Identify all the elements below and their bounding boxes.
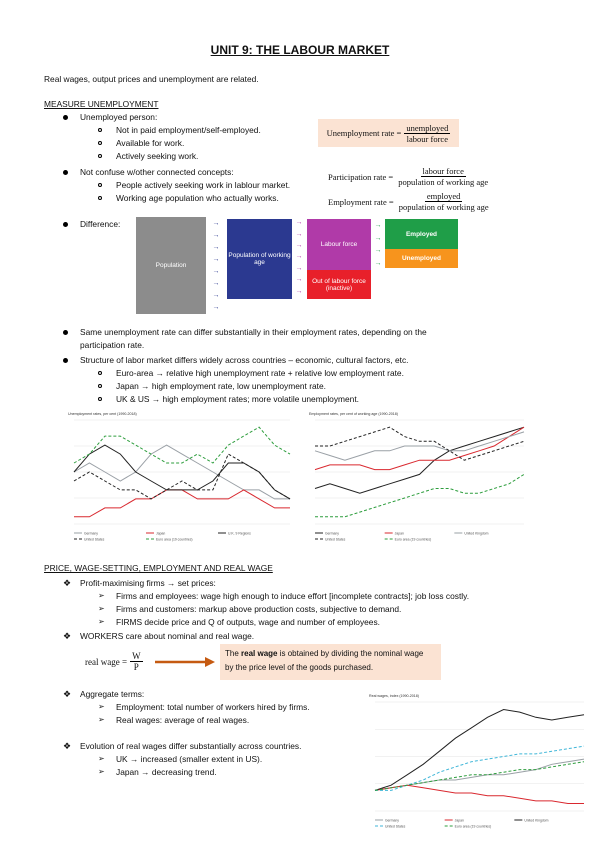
bullet-text: Structure of labor market differs widely across countries – economic, cultural factors, etc.	[80, 355, 409, 365]
labour-market-diagram	[133, 214, 460, 317]
legend-label: United States	[84, 537, 105, 542]
legend-label: Japan	[454, 818, 464, 823]
diamond-bullet-icon: ❖	[63, 578, 72, 588]
legend-label: United States	[385, 824, 406, 829]
sub-bullet-text: Available for work.	[116, 138, 185, 148]
formula-fraction	[397, 191, 491, 212]
arrow-right-icon: →	[295, 287, 303, 295]
sub-bullet	[116, 192, 279, 205]
arrow-right-icon: →	[374, 247, 382, 255]
bullet-text: Profit-maximising firms → set prices:	[80, 578, 216, 588]
sub-bullet-text: People actively seeking work in lablour market.	[116, 180, 291, 190]
bullet-text: Unemployed person:	[80, 112, 158, 122]
legend-label: Japan	[394, 531, 404, 536]
sub-bullet	[116, 380, 326, 393]
legend-label: United Kingdom	[464, 531, 489, 536]
sub-bullet	[116, 124, 261, 137]
arrow-right-icon: →	[374, 260, 382, 268]
sub-bullet-text: Working age population who actually works.	[116, 193, 279, 203]
section-heading-unemployment: MEASURE UNEMPLOYMENT	[44, 99, 159, 109]
sub-bullet	[116, 179, 290, 192]
sub-bullet-text: Not in paid employment/self-employed.	[116, 125, 261, 135]
circle-bullet-icon	[98, 397, 102, 401]
arrows-population	[206, 217, 226, 314]
legend-label: Germany	[385, 818, 399, 823]
diamond-bullet-aggregate	[63, 688, 145, 701]
bullet-icon	[63, 358, 68, 363]
arrow-right-icon: →	[212, 292, 220, 300]
sub-bullet	[116, 137, 184, 150]
series-line	[375, 785, 584, 803]
arrow-right-icon: →	[374, 221, 382, 229]
diamond-bullet-icon: ❖	[63, 741, 72, 751]
arrow-right-icon: →	[295, 253, 303, 261]
bullet-icon	[63, 330, 68, 335]
bullet-icon	[63, 115, 68, 120]
formula-denominator: labour force	[406, 133, 448, 144]
arrow-bullet	[98, 753, 263, 766]
arrow-bullet-icon: ➢	[98, 702, 105, 711]
bullet-icon	[63, 170, 68, 175]
arrow-bullet-text: Firms and employees: wage high enough to induce effort [incomplete contracts]; job loss costly.	[116, 591, 470, 601]
arrow-bullet-text: Real wages: average of real wages.	[116, 715, 250, 725]
bullet-text: WORKERS care about nominal and real wage.	[80, 631, 255, 641]
real-wages-chart	[365, 690, 590, 835]
sub-bullet	[116, 150, 198, 163]
bullet-text: Aggregate terms:	[80, 689, 145, 699]
circle-bullet-icon	[98, 128, 102, 132]
intro-text: Real wages, output prices and unemployment are related.	[44, 74, 259, 84]
labour-force-box: Labour force	[307, 219, 371, 270]
sub-bullet-text: Actively seeking work.	[116, 151, 199, 161]
formula-lhs: real wage =	[85, 656, 128, 667]
legend-label: United States	[325, 537, 346, 542]
real-wage-callout	[220, 644, 441, 680]
series-line	[74, 454, 290, 499]
arrow-right-icon: →	[212, 243, 220, 251]
bullet-continuation: participation rate.	[80, 340, 145, 350]
bullet-text: Not confuse w/other connected concepts:	[80, 167, 234, 177]
section-heading-price-wage: PRICE, WAGE-SETTING, EMPLOYMENT AND REAL WAGE	[44, 563, 273, 573]
bullet-text: Evolution of real wages differ substantially across countries.	[80, 741, 302, 751]
arrow-bullet-text: Firms and customers: markup above production costs, subjective to demand.	[116, 604, 402, 614]
legend-label: U.K. 9 Regions	[228, 531, 251, 536]
circle-bullet-icon	[98, 371, 102, 375]
employment-rate-formula	[328, 191, 491, 212]
formula-lhs: Unemployment rate =	[326, 128, 402, 138]
arrow-right-icon: →	[212, 219, 220, 227]
formula-numerator: employed	[426, 191, 461, 201]
circle-bullet-icon	[98, 196, 102, 200]
arrow-bullet-text: FIRMS decide price and Q of outputs, wage and number of employees.	[116, 617, 380, 627]
series-line	[315, 427, 524, 469]
series-line	[315, 474, 524, 516]
legend-label: Euro area (19 countries)	[394, 537, 432, 542]
sub-bullet-text: Euro-area → relative high unemployment rate + relative low employment rate.	[116, 368, 404, 378]
legend-label: Euro area (19 countries)	[156, 537, 193, 542]
arrow-bullet	[98, 701, 310, 714]
sub-bullet-text: Japan → high employment rate, low unemployment rate.	[116, 381, 326, 391]
arrow-bullet	[98, 766, 217, 779]
arrow-bullet-icon: ➢	[98, 715, 105, 724]
series-line	[74, 427, 290, 463]
callout-text: The	[225, 649, 242, 658]
diamond-bullet-profit	[63, 577, 216, 590]
arrow-right-icon: →	[212, 255, 220, 263]
arrows-working-age	[292, 217, 306, 297]
unemployment-rates-chart	[64, 408, 296, 548]
population-box: Population	[136, 217, 206, 314]
arrow-bullet	[98, 714, 250, 727]
bullet-same-rate	[80, 326, 427, 339]
formula-denominator: population of working age	[398, 202, 489, 212]
formula-numerator: labour force	[422, 166, 464, 176]
formula-denominator: P	[133, 662, 139, 672]
out-of-labour-force-box: Out of labour force (inactive)	[307, 270, 371, 299]
arrow-bullet-icon: ➢	[98, 767, 105, 776]
bullet-structure	[80, 354, 408, 367]
arrows-labour-force	[371, 219, 385, 270]
callout-line-2: by the price level of the goods purchased.	[225, 663, 374, 672]
unemployment-rate-formula	[318, 119, 459, 147]
formula-fraction	[396, 166, 490, 187]
bullet-connected-concepts	[80, 166, 234, 179]
working-age-box: Population of working age	[227, 219, 292, 299]
series-line	[375, 710, 584, 791]
series-line	[74, 490, 290, 517]
arrow-right-icon: →	[212, 280, 220, 288]
bullet-difference	[80, 218, 120, 231]
arrow-bullet	[98, 590, 470, 603]
arrow-bullet-text: UK → increased (smaller extent in US).	[116, 754, 263, 764]
series-line	[315, 427, 524, 460]
formula-fraction	[130, 651, 143, 672]
arrow-right-icon: →	[295, 230, 303, 238]
callout-line-1	[225, 647, 436, 661]
diamond-bullet-workers	[63, 630, 255, 643]
arrow-right-icon: →	[374, 234, 382, 242]
legend-label: Japan	[156, 531, 166, 536]
bullet-unemployed-person	[80, 111, 157, 124]
page-title: UNIT 9: THE LABOUR MARKET	[210, 43, 390, 57]
arrow-right-icon: →	[295, 219, 303, 227]
participation-rate-formula	[328, 166, 490, 187]
chart-title: Employment rates, per cent of working age (1990-2018)	[309, 412, 398, 416]
circle-bullet-icon	[98, 154, 102, 158]
arrow-bullet-icon: ➢	[98, 754, 105, 763]
arrow-right-icon: →	[212, 268, 220, 276]
diamond-bullet-evolution	[63, 740, 302, 753]
employed-box: Employed	[385, 219, 458, 249]
arrow-bullet-icon: ➢	[98, 617, 105, 626]
formula-numerator: W	[132, 651, 141, 661]
arrow-right-icon: →	[212, 231, 220, 239]
arrow-right-icon	[153, 655, 217, 669]
arrow-right-icon: →	[295, 276, 303, 284]
chart-title: Unemployment rates, per cent (1990-2018)	[68, 412, 137, 416]
employment-rates-chart	[305, 408, 530, 548]
callout-text: is obtained by dividing the nominal wage	[277, 649, 424, 658]
arrow-bullet-icon: ➢	[98, 604, 105, 613]
formula-lhs: Participation rate =	[328, 171, 394, 182]
legend-label: United Kingdom	[524, 818, 549, 823]
circle-bullet-icon	[98, 384, 102, 388]
bullet-text: Difference:	[80, 219, 121, 229]
bullet-text: Same unemployment rate can differ substantially in their employment rates, depending on the	[80, 327, 427, 337]
arrow-bullet	[98, 603, 402, 616]
arrow-right-icon: →	[212, 304, 220, 312]
sub-bullet	[116, 393, 359, 406]
arrow-bullet-icon: ➢	[98, 591, 105, 600]
diamond-bullet-icon: ❖	[63, 631, 72, 641]
formula-denominator: population of working age	[398, 177, 489, 187]
legend-label: Euro area (19 countries)	[454, 824, 492, 829]
formula-fraction	[404, 123, 450, 144]
arrow-right-icon: →	[295, 242, 303, 250]
formula-numerator: unemployed	[406, 122, 449, 133]
chart-title: Real wages, index (1990-2018)	[369, 694, 419, 698]
formula-lhs: Employment rate =	[328, 196, 394, 207]
arrow-bullet-text: Employment: total number of workers hired by firms.	[116, 702, 310, 712]
circle-bullet-icon	[98, 183, 102, 187]
circle-bullet-icon	[98, 141, 102, 145]
arrow-bullet	[98, 616, 380, 629]
unemployed-box: Unemployed	[385, 249, 458, 268]
sub-bullet	[116, 367, 404, 380]
arrow-right-icon: →	[295, 264, 303, 272]
arrow-bullet-text: Japan → decreasing trend.	[116, 767, 217, 777]
legend-label: Germany	[325, 531, 339, 536]
diamond-bullet-icon: ❖	[63, 689, 72, 699]
sub-bullet-text: UK & US → high employment rates; more volatile unemployment.	[116, 394, 359, 404]
real-wage-formula	[85, 651, 143, 672]
legend-label: Germany	[84, 531, 98, 536]
callout-bold-text: real wage	[241, 649, 278, 658]
bullet-icon	[63, 222, 68, 227]
